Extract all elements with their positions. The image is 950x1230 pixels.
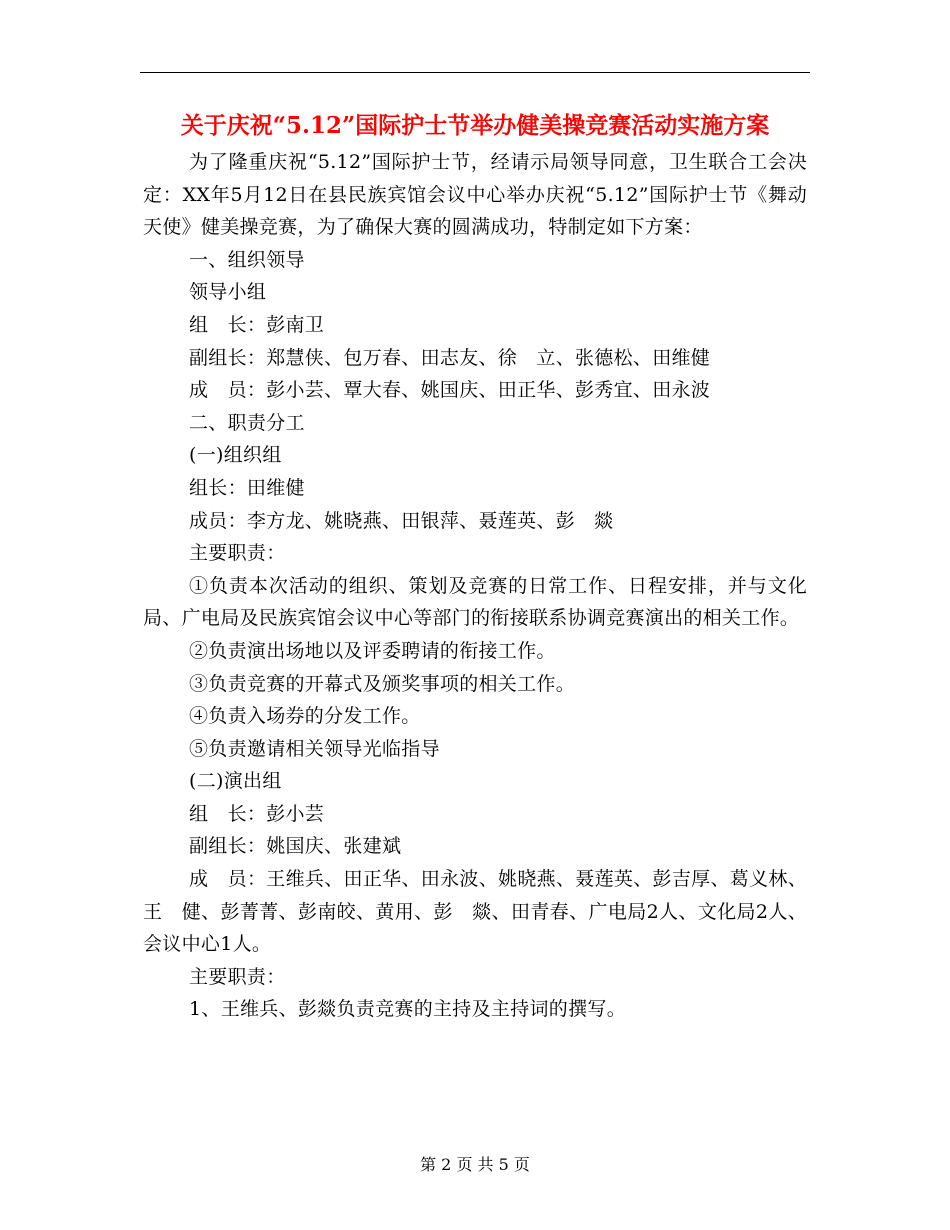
organizing-leader-line: 组长：田维健: [189, 476, 305, 499]
section-heading-organization: 一、组织领导: [189, 248, 305, 271]
main-duties-label: 主要职责：: [189, 542, 286, 565]
section-heading-duties: 二、职责分工: [189, 411, 305, 434]
duty-item-2: ②负责演出场地以及评委聘请的衔接工作。: [189, 639, 556, 662]
duty-item-5: ⑤负责邀请相关领导光临指导: [189, 737, 440, 760]
performance-leader-line: 组 长：彭小芸: [189, 802, 325, 825]
document-title: 关于庆祝“5.12”国际护士节举办健美操竞赛活动实施方案: [180, 112, 770, 139]
leader-line: 组 长：彭南卫: [189, 313, 325, 336]
intro-paragraph: 为了隆重庆祝“5.12”国际护士节，经请示局领导同意，卫生联合工会决定：XX年5月12日在县民族宾馆会议中心举办庆祝“5.12”国际护士节《舞动天使》健美操竞赛，为了确保大赛的圆满成功，特制定如下方案：: [143, 151, 807, 239]
deputy-leader-line: 副组长：郑慧侠、包万春、田志友、徐 立、张德松、田维健: [189, 346, 711, 369]
performance-deputy-line: 副组长：姚国庆、张建斌: [189, 835, 402, 858]
main-duties-label-2: 主要职责：: [189, 965, 286, 988]
document-body: [143, 146, 807, 1026]
members-line: 成 员：彭小芸、覃大春、姚国庆、田正华、彭秀宜、田永波: [189, 379, 711, 402]
header-rule: [140, 72, 810, 73]
duty-item-3: ③负责竞赛的开幕式及颁奖事项的相关工作。: [189, 672, 576, 695]
performance-duty-item-1: 1、王维兵、彭燚负责竞赛的主持及主持词的撰写。: [189, 998, 626, 1021]
duty-item-4: ④负责入场券的分发工作。: [189, 705, 421, 728]
organizing-members-line: 成员：李方龙、姚晓燕、田银萍、聂莲英、彭 燚: [189, 509, 614, 532]
subheading-performance-group: (二)演出组: [189, 770, 282, 793]
page-footer: 第 2 页 共 5 页: [420, 1155, 530, 1174]
duty-item-1: ①负责本次活动的组织、策划及竞赛的日常工作、日程安排，并与文化局、广电局及民族宾馆会议中心等部门的衔接联系协调竞赛演出的相关工作。: [143, 574, 807, 630]
performance-members-line: 成 员：王维兵、田正华、田永波、姚晓燕、聂莲英、彭吉厚、葛义林、王 健、彭菁菁、彭南皎、黄用、彭 燚、田青春、广电局2人、文化局2人、会议中心1人。: [143, 868, 807, 956]
subheading-leadership-group: 领导小组: [189, 281, 267, 304]
subheading-organizing-group: (一)组织组: [189, 444, 282, 467]
